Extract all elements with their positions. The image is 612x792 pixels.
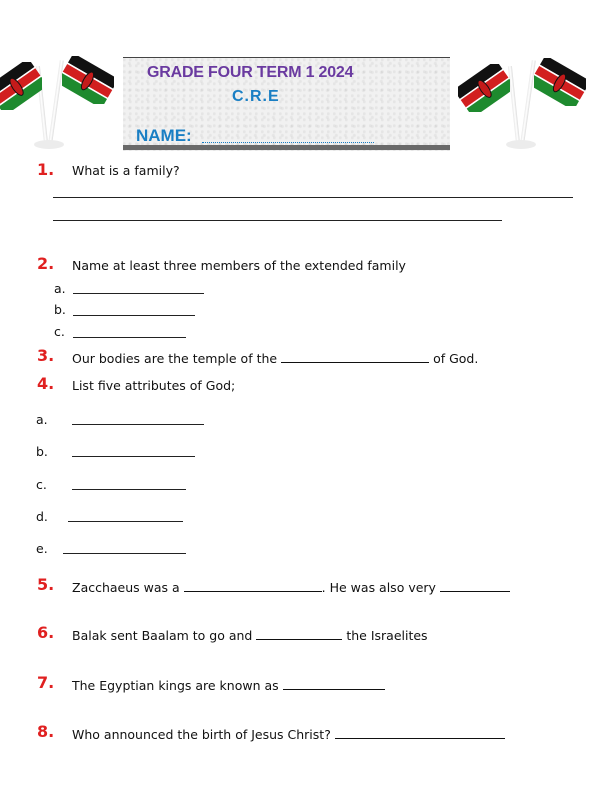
answer-blank-5b[interactable] [440, 579, 510, 592]
question-number-3: 3. [37, 346, 55, 365]
question-text-6-after: the Israelites [346, 628, 428, 643]
kenya-flags-right-icon [452, 52, 572, 152]
kenya-flag-icon [62, 56, 114, 104]
answer-line-4b[interactable] [72, 456, 195, 457]
answer-line-2c[interactable] [73, 337, 186, 338]
question-text-3 [72, 350, 478, 366]
kenya-flag-icon [534, 58, 586, 106]
kenya-flag-icon [458, 64, 510, 112]
question-text-7 [72, 677, 385, 693]
question-text-5 [72, 579, 510, 595]
question-number-5: 5. [37, 575, 55, 594]
answer-line-2a[interactable] [73, 293, 204, 294]
question-text-7-before: The Egyptian kings are known as [72, 678, 279, 693]
question-number-2: 2. [37, 254, 55, 273]
question-number-4: 4. [37, 374, 55, 393]
answer-blank-8[interactable] [335, 726, 505, 739]
answer-line-1a[interactable] [53, 197, 573, 198]
answer-blank-7[interactable] [283, 677, 385, 690]
question-text-5-middle: . He was also very [321, 580, 436, 595]
question-number-8: 8. [37, 722, 55, 741]
name-field[interactable] [202, 138, 374, 143]
question-text-4: List five attributes of God; [72, 378, 236, 393]
option-label-2c: c. [54, 324, 65, 339]
answer-line-4d[interactable] [68, 521, 183, 522]
answer-blank-3[interactable] [281, 350, 429, 363]
question-text-8-before: Who announced the birth of Jesus Christ? [72, 727, 331, 742]
answer-line-4c[interactable] [72, 489, 186, 490]
question-text-3-after: of God. [433, 351, 479, 366]
option-label-4b: b. [36, 444, 48, 459]
question-text-5-before: Zacchaeus was a [72, 580, 180, 595]
question-text-3-before: Our bodies are the temple of the [72, 351, 278, 366]
option-label-4e: e. [36, 541, 48, 556]
option-label-4a: a. [36, 412, 48, 427]
subject-title: C.R.E [232, 88, 280, 105]
answer-line-4e[interactable] [63, 553, 186, 554]
question-text-2: Name at least three members of the extended family [72, 258, 406, 273]
kenya-flags-left-icon [0, 52, 120, 152]
name-label: NAME: [136, 126, 192, 145]
question-text-6-before: Balak sent Baalam to go and [72, 628, 253, 643]
option-label-4d: d. [36, 509, 48, 524]
exam-title: GRADE FOUR TERM 1 2024 [147, 64, 354, 81]
question-text-6 [72, 627, 428, 643]
question-text-8 [72, 726, 505, 742]
question-number-7: 7. [37, 673, 55, 692]
question-number-6: 6. [37, 623, 55, 642]
answer-line-4a[interactable] [72, 424, 204, 425]
answer-blank-6[interactable] [256, 627, 342, 640]
answer-line-2b[interactable] [73, 315, 195, 316]
option-label-2b: b. [54, 302, 66, 317]
kenya-flag-icon [0, 62, 42, 110]
answer-blank-5a[interactable] [184, 579, 322, 592]
option-label-4c: c. [36, 477, 47, 492]
question-text-1: What is a family? [72, 163, 180, 178]
answer-line-1b[interactable] [53, 220, 502, 221]
question-number-1: 1. [37, 160, 55, 179]
option-label-2a: a. [54, 281, 66, 296]
